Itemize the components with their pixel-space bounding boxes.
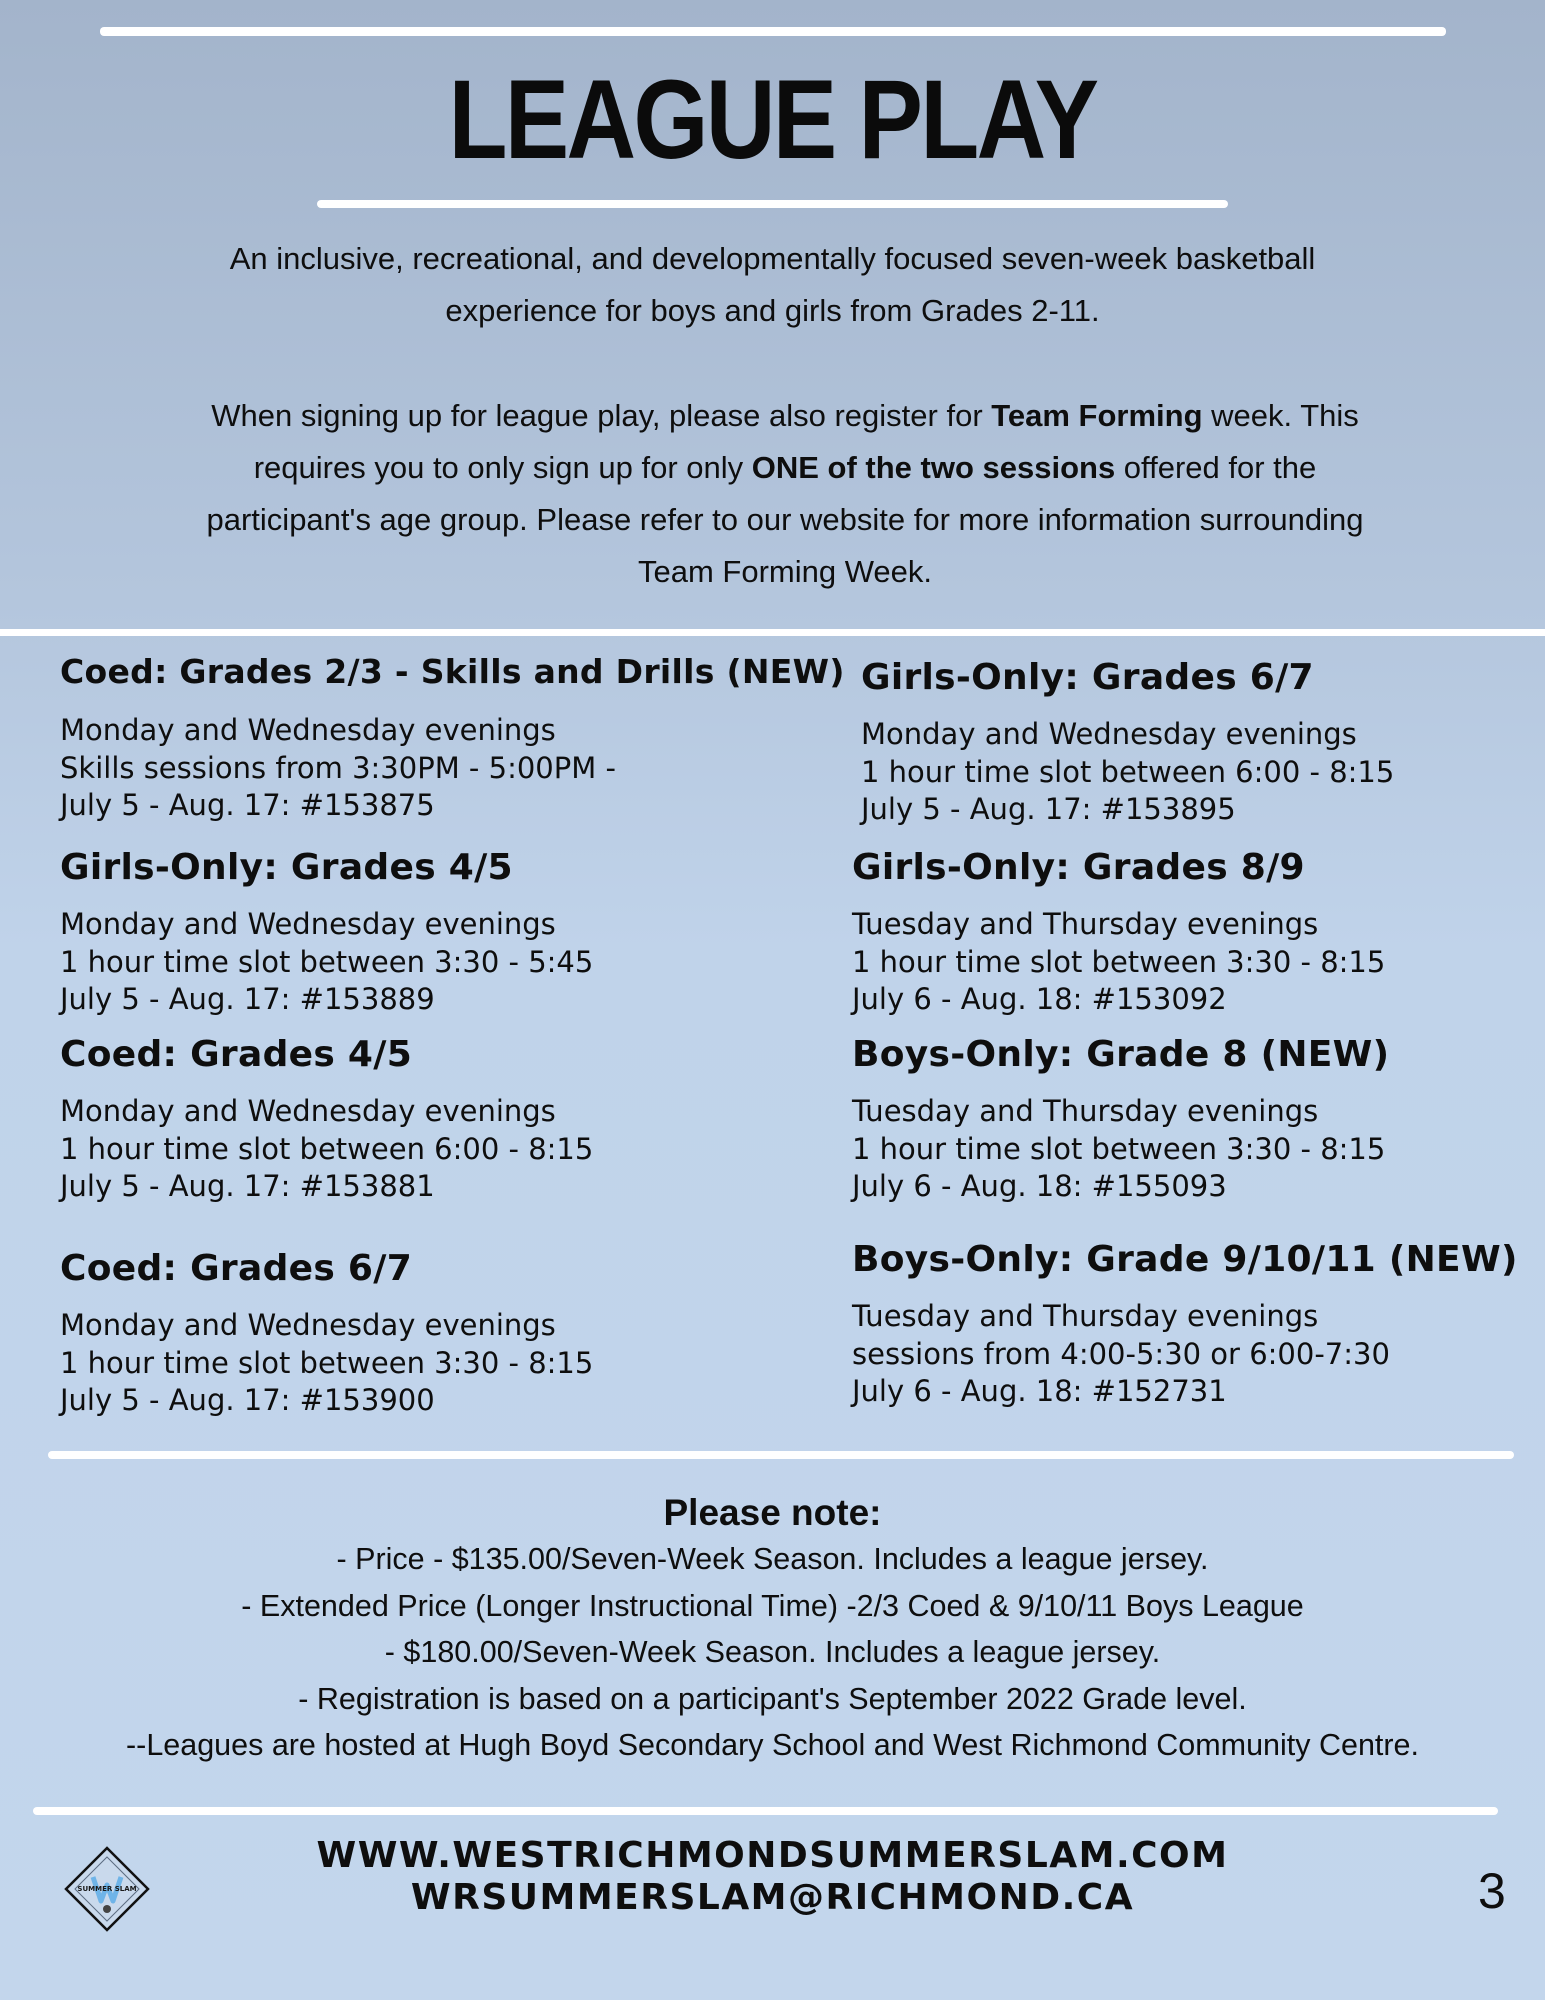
league-section bbox=[852, 1033, 1389, 1206]
intro-line bbox=[140, 442, 1430, 494]
league-section bbox=[852, 1238, 1518, 1411]
page-title: LEAGUE PLAY bbox=[448, 57, 1097, 182]
registration-paragraph bbox=[140, 390, 1430, 598]
league-days: Tuesday and Thursday evenings bbox=[852, 1094, 1319, 1128]
bold-text: ONE of the two sessions bbox=[751, 450, 1116, 485]
league-section bbox=[60, 1247, 593, 1420]
text-span: offered for the bbox=[1115, 450, 1317, 485]
intro-line: An inclusive, recreational, and developmentally focused seven-week basketball bbox=[229, 241, 1316, 276]
intro-line: Team Forming Week. bbox=[637, 554, 932, 589]
intro-line: experience for boys and girls from Grades 2-11. bbox=[445, 293, 1100, 328]
league-dates-code: July 5 - Aug. 17: #153900 bbox=[60, 1383, 435, 1417]
league-title: Coed: Grades 4/5 bbox=[60, 1034, 413, 1075]
league-days: Tuesday and Thursday evenings bbox=[852, 1299, 1319, 1333]
notes-block bbox=[0, 1490, 1545, 1769]
section-divider bbox=[0, 629, 1545, 636]
league-days: Monday and Wednesday evenings bbox=[861, 717, 1357, 751]
bold-text: Team Forming bbox=[991, 398, 1203, 433]
league-title: Coed: Grades 2/3 - Skills and Drills (NEW) bbox=[60, 652, 845, 691]
footer-contact bbox=[0, 1835, 1545, 1919]
league-section bbox=[861, 656, 1394, 829]
intro-paragraph bbox=[120, 233, 1425, 337]
intro-line bbox=[140, 390, 1430, 442]
league-section bbox=[60, 650, 845, 825]
notes-title: Please note: bbox=[663, 1492, 882, 1533]
page-number: 3 bbox=[1478, 1863, 1506, 1919]
note-line: - $180.00/Seven-Week Season. Includes a league jersey. bbox=[384, 1635, 1161, 1669]
league-time: 1 hour time slot between 3:30 - 8:15 bbox=[60, 1345, 594, 1380]
league-section bbox=[60, 846, 593, 1019]
website-link[interactable]: WWW.WESTRICHMONDSUMMERSLAM.COM bbox=[316, 1835, 1229, 1876]
league-dates-code: July 6 - Aug. 18: #155093 bbox=[852, 1169, 1227, 1203]
footer-divider bbox=[33, 1807, 1498, 1815]
top-divider bbox=[100, 27, 1446, 36]
league-title: Boys-Only: Grade 9/10/11 (NEW) bbox=[852, 1239, 1518, 1280]
league-days: Monday and Wednesday evenings bbox=[60, 1308, 556, 1342]
league-time: 1 hour time slot between 3:30 - 8:15 bbox=[852, 944, 1386, 979]
title-divider bbox=[317, 200, 1228, 208]
intro-line: participant's age group. Please refer to our website for more information surrounding bbox=[206, 502, 1364, 537]
league-days: Monday and Wednesday evenings bbox=[60, 1094, 556, 1128]
league-title: Girls-Only: Grades 4/5 bbox=[60, 847, 513, 888]
league-time: 1 hour time slot between 6:00 - 8:15 bbox=[60, 1131, 594, 1166]
league-section bbox=[852, 846, 1385, 1019]
league-time: 1 hour time slot between 3:30 - 8:15 bbox=[852, 1131, 1386, 1166]
notes-divider bbox=[48, 1451, 1514, 1459]
league-dates-code: July 6 - Aug. 18: #153092 bbox=[852, 982, 1227, 1016]
text-span: week. This bbox=[1202, 398, 1359, 433]
league-time: 1 hour time slot between 3:30 - 5:45 bbox=[60, 944, 594, 979]
league-time: 1 hour time slot between 6:00 - 8:15 bbox=[861, 754, 1395, 789]
league-title: Girls-Only: Grades 6/7 bbox=[861, 657, 1314, 698]
league-dates-code: July 5 - Aug. 17: #153875 bbox=[60, 788, 435, 822]
league-days: Monday and Wednesday evenings bbox=[60, 907, 556, 941]
note-line: - Registration is based on a participant's September 2022 Grade level. bbox=[298, 1681, 1247, 1716]
league-dates-code: July 5 - Aug. 17: #153895 bbox=[861, 792, 1236, 826]
league-dates-code: July 6 - Aug. 18: #152731 bbox=[852, 1374, 1227, 1408]
league-section bbox=[60, 1033, 593, 1206]
note-line: - Price - $135.00/Seven-Week Season. Includes a league jersey. bbox=[336, 1542, 1209, 1576]
league-days: Tuesday and Thursday evenings bbox=[852, 907, 1319, 941]
svg-text:SUMMER SLAM: SUMMER SLAM bbox=[77, 1885, 137, 1893]
league-time: Skills sessions from 3:30PM - 5:00PM - bbox=[60, 750, 616, 785]
league-title: Boys-Only: Grade 8 (NEW) bbox=[852, 1034, 1390, 1075]
email-link[interactable]: WRSUMMERSLAM@RICHMOND.CA bbox=[410, 1877, 1135, 1918]
league-time: sessions from 4:00-5:30 or 6:00-7:30 bbox=[852, 1336, 1390, 1371]
note-line: - Extended Price (Longer Instructional Time) -2/3 Coed & 9/10/11 Boys League bbox=[241, 1588, 1304, 1623]
text-span: requires you to only sign up for only bbox=[253, 450, 752, 485]
league-title: Coed: Grades 6/7 bbox=[60, 1248, 413, 1289]
text-span: When signing up for league play, please also register for bbox=[211, 398, 992, 433]
league-dates-code: July 5 - Aug. 17: #153881 bbox=[60, 1169, 435, 1203]
league-title: Girls-Only: Grades 8/9 bbox=[852, 847, 1305, 888]
note-line: --Leagues are hosted at Hugh Boyd Secondary School and West Richmond Community Centre. bbox=[126, 1728, 1419, 1762]
league-dates-code: July 5 - Aug. 17: #153889 bbox=[60, 982, 435, 1016]
league-days: Monday and Wednesday evenings bbox=[60, 713, 556, 747]
